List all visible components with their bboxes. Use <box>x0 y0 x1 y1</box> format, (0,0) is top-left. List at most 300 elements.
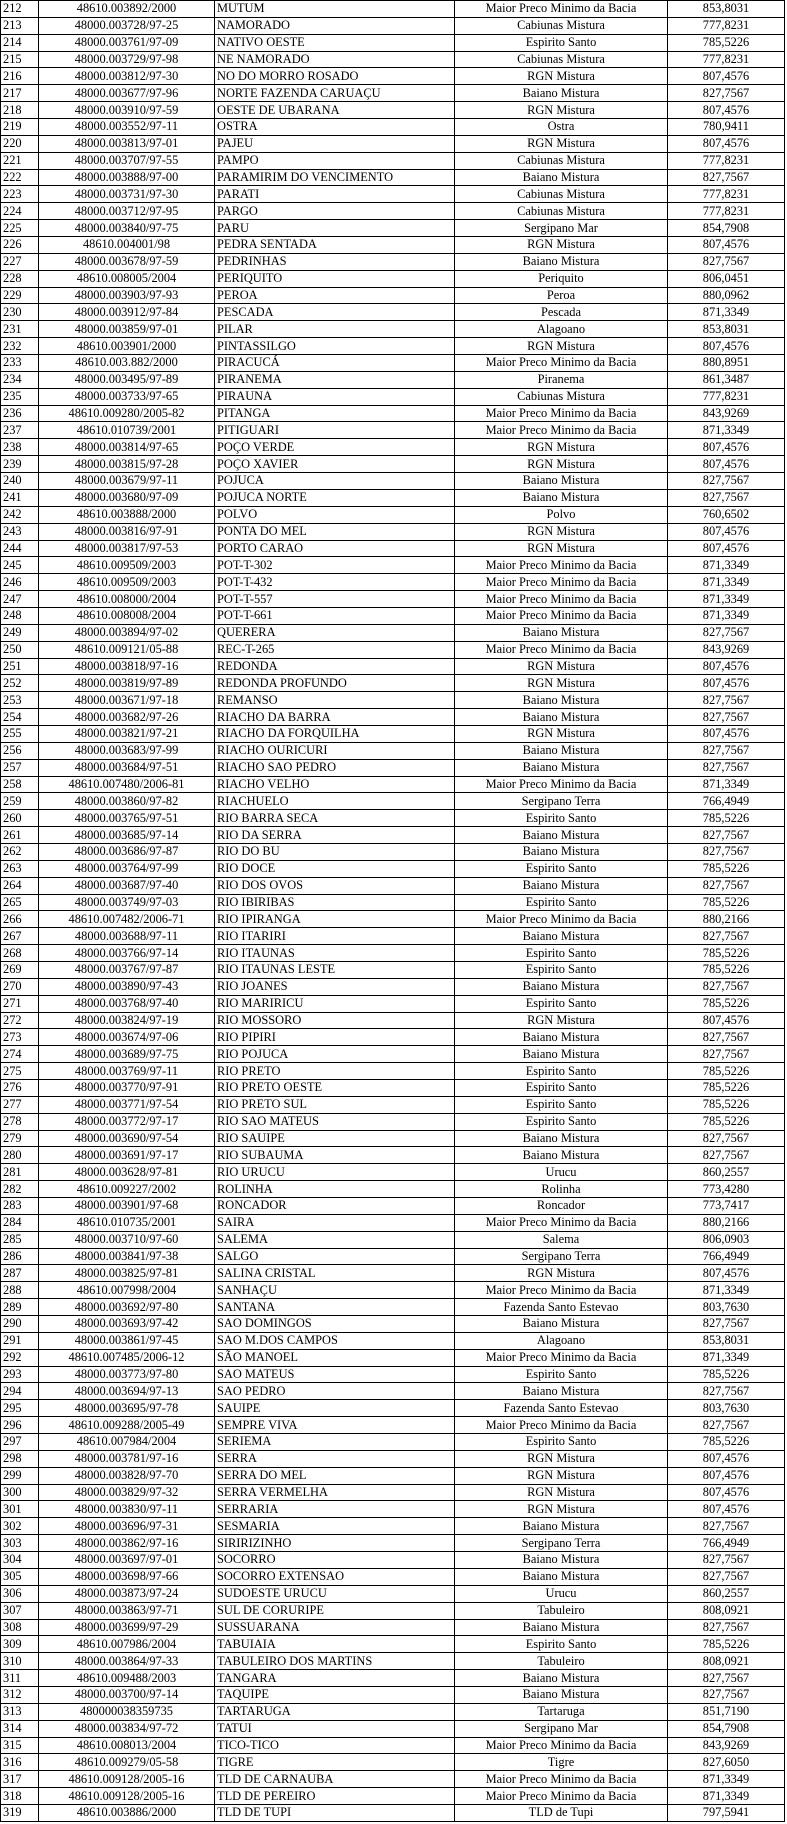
process-number-cell: 48610.008005/2004 <box>39 270 215 287</box>
reference-oil-cell: Sergipano Mar <box>455 220 668 237</box>
process-number-cell: 48610.010735/2001 <box>39 1214 215 1231</box>
field-name-cell: RIO ITAUNAS <box>215 945 455 962</box>
process-number-cell: 48610.009509/2003 <box>39 557 215 574</box>
row-number-cell: 308 <box>1 1619 39 1636</box>
table-row <box>1 68 785 85</box>
price-cell: 807,4576 <box>668 439 785 456</box>
table-row <box>1 422 785 439</box>
row-number-cell: 237 <box>1 422 39 439</box>
process-number-cell: 48000.003728/97-25 <box>39 17 215 34</box>
table-row <box>1 405 785 422</box>
price-cell: 807,4576 <box>668 237 785 254</box>
row-number-cell: 283 <box>1 1198 39 1215</box>
price-cell: 853,8031 <box>668 1 785 18</box>
reference-oil-cell: Maior Preco Minimo da Bacia <box>455 422 668 439</box>
row-number-cell: 318 <box>1 1788 39 1805</box>
price-cell: 785,5226 <box>668 995 785 1012</box>
price-cell: 766,4949 <box>668 793 785 810</box>
process-number-cell: 48000.003684/97-51 <box>39 759 215 776</box>
row-number-cell: 289 <box>1 1299 39 1316</box>
reference-oil-cell: RGN Mistura <box>455 1484 668 1501</box>
field-name-cell: PAJEU <box>215 135 455 152</box>
field-name-cell: RIO URUCU <box>215 1164 455 1181</box>
table-row <box>1 1518 785 1535</box>
field-name-cell: TANGARA <box>215 1670 455 1687</box>
field-name-cell: RIO SAO MATEUS <box>215 1113 455 1130</box>
table-row <box>1 338 785 355</box>
price-cell: 777,8231 <box>668 152 785 169</box>
row-number-cell: 303 <box>1 1535 39 1552</box>
process-number-cell: 48000.003692/97-80 <box>39 1299 215 1316</box>
reference-oil-cell: Baiano Mistura <box>455 1147 668 1164</box>
row-number-cell: 277 <box>1 1096 39 1113</box>
table-row <box>1 1400 785 1417</box>
field-name-cell: SOCORRO EXTENSAO <box>215 1568 455 1585</box>
price-cell: 827,7567 <box>668 1029 785 1046</box>
process-number-cell: 48000.003712/97-95 <box>39 203 215 220</box>
table-row <box>1 456 785 473</box>
table-row <box>1 692 785 709</box>
reference-oil-cell: Maior Preco Minimo da Bacia <box>455 1788 668 1805</box>
row-number-cell: 213 <box>1 17 39 34</box>
table-row <box>1 186 785 203</box>
reference-oil-cell: Maior Preco Minimo da Bacia <box>455 1417 668 1434</box>
table-row <box>1 607 785 624</box>
row-number-cell: 235 <box>1 388 39 405</box>
price-cell: 827,7567 <box>668 1417 785 1434</box>
price-cell: 827,7567 <box>668 253 785 270</box>
table-row <box>1 355 785 372</box>
process-number-cell: 48000.003814/97-65 <box>39 439 215 456</box>
row-number-cell: 258 <box>1 776 39 793</box>
price-cell: 807,4576 <box>668 1467 785 1484</box>
reference-oil-cell: Cabiunas Mistura <box>455 388 668 405</box>
table-row <box>1 1383 785 1400</box>
field-name-cell: MUTUM <box>215 1 455 18</box>
process-number-cell: 48610.010739/2001 <box>39 422 215 439</box>
price-cell: 777,8231 <box>668 17 785 34</box>
reference-oil-cell: RGN Mistura <box>455 338 668 355</box>
process-number-cell: 48000.003888/97-00 <box>39 169 215 186</box>
field-name-cell: TLD DE CARNAUBA <box>215 1771 455 1788</box>
row-number-cell: 300 <box>1 1484 39 1501</box>
field-name-cell: SAIRA <box>215 1214 455 1231</box>
field-name-cell: PONTA DO MEL <box>215 523 455 540</box>
row-number-cell: 255 <box>1 725 39 742</box>
table-row <box>1 725 785 742</box>
table-row <box>1 1 785 18</box>
process-number-cell: 48000.003733/97-65 <box>39 388 215 405</box>
reference-oil-cell: RGN Mistura <box>455 658 668 675</box>
row-number-cell: 302 <box>1 1518 39 1535</box>
table-row <box>1 961 785 978</box>
table-row <box>1 304 785 321</box>
row-number-cell: 311 <box>1 1670 39 1687</box>
field-name-cell: POJUCA <box>215 473 455 490</box>
price-cell: 797,5941 <box>668 1804 785 1821</box>
row-number-cell: 276 <box>1 1080 39 1097</box>
table-row <box>1 1686 785 1703</box>
field-name-cell: TABULEIRO DOS MARTINS <box>215 1653 455 1670</box>
row-number-cell: 252 <box>1 675 39 692</box>
field-name-cell: TIGRE <box>215 1754 455 1771</box>
field-name-cell: POÇO XAVIER <box>215 456 455 473</box>
row-number-cell: 216 <box>1 68 39 85</box>
table-row <box>1 1804 785 1821</box>
process-number-cell: 48000.003821/97-21 <box>39 725 215 742</box>
row-number-cell: 273 <box>1 1029 39 1046</box>
process-number-cell: 48000.003677/97-96 <box>39 85 215 102</box>
row-number-cell: 230 <box>1 304 39 321</box>
row-number-cell: 307 <box>1 1602 39 1619</box>
row-number-cell: 279 <box>1 1130 39 1147</box>
price-cell: 777,8231 <box>668 51 785 68</box>
field-name-cell: RIACHO SAO PEDRO <box>215 759 455 776</box>
table-row <box>1 237 785 254</box>
reference-oil-cell: Espirito Santo <box>455 860 668 877</box>
price-cell: 766,4949 <box>668 1535 785 1552</box>
reference-oil-cell: Baiano Mistura <box>455 1518 668 1535</box>
table-row <box>1 624 785 641</box>
price-cell: 766,4949 <box>668 1248 785 1265</box>
table-row <box>1 1316 785 1333</box>
process-number-cell: 48000.003828/97-70 <box>39 1467 215 1484</box>
price-cell: 807,4576 <box>668 1484 785 1501</box>
field-name-cell: SANTANA <box>215 1299 455 1316</box>
reference-oil-cell: Sergipano Terra <box>455 1248 668 1265</box>
process-number-cell: 48000.003687/97-40 <box>39 877 215 894</box>
reference-oil-cell: RGN Mistura <box>455 540 668 557</box>
process-number-cell: 48000.003710/97-60 <box>39 1231 215 1248</box>
field-name-cell: SERRA VERMELHA <box>215 1484 455 1501</box>
reference-oil-cell: RGN Mistura <box>455 456 668 473</box>
table-row <box>1 1164 785 1181</box>
reference-oil-cell: Baiano Mistura <box>455 1383 668 1400</box>
table-row <box>1 1282 785 1299</box>
table-row <box>1 1080 785 1097</box>
reference-oil-cell: Espirito Santo <box>455 810 668 827</box>
process-number-cell: 48000.003686/97-87 <box>39 843 215 860</box>
process-number-cell: 48000.003863/97-71 <box>39 1602 215 1619</box>
process-number-cell: 48610.007986/2004 <box>39 1636 215 1653</box>
row-number-cell: 239 <box>1 456 39 473</box>
reference-oil-cell: Periquito <box>455 270 668 287</box>
price-cell: 827,7567 <box>668 1147 785 1164</box>
table-row <box>1 759 785 776</box>
row-number-cell: 217 <box>1 85 39 102</box>
reference-oil-cell: Espirito Santo <box>455 961 668 978</box>
table-row <box>1 1046 785 1063</box>
table-row <box>1 473 785 490</box>
process-number-cell: 48610.009128/2005-16 <box>39 1771 215 1788</box>
row-number-cell: 316 <box>1 1754 39 1771</box>
process-number-cell: 48000.003813/97-01 <box>39 135 215 152</box>
row-number-cell: 241 <box>1 489 39 506</box>
reference-oil-cell: Espirito Santo <box>455 945 668 962</box>
table-row <box>1 169 785 186</box>
reference-oil-cell: Cabiunas Mistura <box>455 152 668 169</box>
process-number-cell: 48000.003864/97-33 <box>39 1653 215 1670</box>
field-name-cell: PARU <box>215 220 455 237</box>
process-number-cell: 48000.003890/97-43 <box>39 978 215 995</box>
reference-oil-cell: RGN Mistura <box>455 523 668 540</box>
reference-oil-cell: Peroa <box>455 287 668 304</box>
price-cell: 785,5226 <box>668 894 785 911</box>
table-row <box>1 135 785 152</box>
process-number-cell: 48000.003819/97-89 <box>39 675 215 692</box>
price-cell: 827,7567 <box>668 978 785 995</box>
process-number-cell: 48000.003768/97-40 <box>39 995 215 1012</box>
process-number-cell: 48610.003886/2000 <box>39 1804 215 1821</box>
process-number-cell: 48610.007984/2004 <box>39 1434 215 1451</box>
table-row <box>1 574 785 591</box>
reference-oil-cell: Baiano Mistura <box>455 928 668 945</box>
process-number-cell: 48000.003697/97-01 <box>39 1552 215 1569</box>
reference-oil-cell: Baiano Mistura <box>455 1316 668 1333</box>
process-number-cell: 48610.004001/98 <box>39 237 215 254</box>
price-cell: 807,4576 <box>668 675 785 692</box>
reference-oil-cell: RGN Mistura <box>455 237 668 254</box>
table-row <box>1 557 785 574</box>
field-name-cell: SESMARIA <box>215 1518 455 1535</box>
reference-oil-cell: Baiano Mistura <box>455 827 668 844</box>
table-row <box>1 102 785 119</box>
row-number-cell: 272 <box>1 1012 39 1029</box>
process-number-cell: 48000.003840/97-75 <box>39 220 215 237</box>
price-cell: 773,7417 <box>668 1198 785 1215</box>
row-number-cell: 232 <box>1 338 39 355</box>
process-number-cell: 48000.003680/97-09 <box>39 489 215 506</box>
process-number-cell: 48000.003731/97-30 <box>39 186 215 203</box>
price-cell: 777,8231 <box>668 203 785 220</box>
price-cell: 871,3349 <box>668 591 785 608</box>
reference-oil-cell: Baiano Mistura <box>455 759 668 776</box>
row-number-cell: 218 <box>1 102 39 119</box>
reference-oil-cell: RGN Mistura <box>455 135 668 152</box>
table-row <box>1 658 785 675</box>
row-number-cell: 275 <box>1 1063 39 1080</box>
field-name-cell: REDONDA <box>215 658 455 675</box>
process-number-cell: 48000.003812/97-30 <box>39 68 215 85</box>
price-cell: 861,3487 <box>668 371 785 388</box>
process-number-cell: 48000.003912/97-84 <box>39 304 215 321</box>
process-number-cell: 48000.003678/97-59 <box>39 253 215 270</box>
field-name-cell: SERIEMA <box>215 1434 455 1451</box>
table-row <box>1 793 785 810</box>
row-number-cell: 299 <box>1 1467 39 1484</box>
table-row <box>1 321 785 338</box>
table-row <box>1 1484 785 1501</box>
reference-oil-cell: Tabuleiro <box>455 1602 668 1619</box>
row-number-cell: 220 <box>1 135 39 152</box>
row-number-cell: 310 <box>1 1653 39 1670</box>
price-cell: 880,0962 <box>668 287 785 304</box>
table-row <box>1 1063 785 1080</box>
field-name-cell: PEDRINHAS <box>215 253 455 270</box>
field-name-cell: RIO PRETO OESTE <box>215 1080 455 1097</box>
price-cell: 785,5226 <box>668 1096 785 1113</box>
row-number-cell: 265 <box>1 894 39 911</box>
field-name-cell: SUL DE CORURIPE <box>215 1602 455 1619</box>
table-row <box>1 1602 785 1619</box>
process-number-cell: 48610.008008/2004 <box>39 607 215 624</box>
reference-oil-cell: Sergipano Mar <box>455 1720 668 1737</box>
process-number-cell: 48000.003815/97-28 <box>39 456 215 473</box>
field-name-cell: SALINA CRISTAL <box>215 1265 455 1282</box>
row-number-cell: 294 <box>1 1383 39 1400</box>
row-number-cell: 253 <box>1 692 39 709</box>
process-number-cell: 480000038359735 <box>39 1703 215 1720</box>
reference-oil-cell: RGN Mistura <box>455 1012 668 1029</box>
row-number-cell: 256 <box>1 742 39 759</box>
table-row <box>1 843 785 860</box>
row-number-cell: 228 <box>1 270 39 287</box>
process-number-cell: 48000.003707/97-55 <box>39 152 215 169</box>
table-row <box>1 995 785 1012</box>
field-name-cell: RIO DA SERRA <box>215 827 455 844</box>
reference-oil-cell: RGN Mistura <box>455 725 668 742</box>
table-row <box>1 1434 785 1451</box>
price-cell: 806,0903 <box>668 1231 785 1248</box>
row-number-cell: 317 <box>1 1771 39 1788</box>
table-row <box>1 287 785 304</box>
row-number-cell: 264 <box>1 877 39 894</box>
table-row <box>1 1754 785 1771</box>
table-row <box>1 1636 785 1653</box>
process-number-cell: 48000.003773/97-80 <box>39 1366 215 1383</box>
table-row <box>1 119 785 136</box>
process-number-cell: 48000.003859/97-01 <box>39 321 215 338</box>
process-number-cell: 48000.003903/97-93 <box>39 287 215 304</box>
field-name-cell: SAO MATEUS <box>215 1366 455 1383</box>
table-row <box>1 85 785 102</box>
process-number-cell: 48000.003688/97-11 <box>39 928 215 945</box>
price-cell: 807,4576 <box>668 1012 785 1029</box>
field-name-cell: TLD DE PEREIRO <box>215 1788 455 1805</box>
table-row <box>1 489 785 506</box>
process-number-cell: 48000.003682/97-26 <box>39 709 215 726</box>
process-number-cell: 48000.003830/97-11 <box>39 1501 215 1518</box>
table-row <box>1 945 785 962</box>
price-cell: 860,2557 <box>668 1585 785 1602</box>
field-name-cell: RONCADOR <box>215 1198 455 1215</box>
reference-oil-cell: Maior Preco Minimo da Bacia <box>455 911 668 928</box>
process-number-cell: 48000.003772/97-17 <box>39 1113 215 1130</box>
field-name-cell: NE NAMORADO <box>215 51 455 68</box>
row-number-cell: 314 <box>1 1720 39 1737</box>
reference-oil-cell: RGN Mistura <box>455 68 668 85</box>
field-name-cell: RIO IPIRANGA <box>215 911 455 928</box>
price-cell: 807,4576 <box>668 102 785 119</box>
price-cell: 880,2166 <box>668 911 785 928</box>
row-number-cell: 234 <box>1 371 39 388</box>
process-number-cell: 48000.003834/97-72 <box>39 1720 215 1737</box>
reference-oil-cell: Baiano Mistura <box>455 843 668 860</box>
field-name-cell: SEMPRE VIVA <box>215 1417 455 1434</box>
reference-oil-cell: Espirito Santo <box>455 1080 668 1097</box>
row-number-cell: 227 <box>1 253 39 270</box>
reference-oil-cell: Baiano Mistura <box>455 978 668 995</box>
table-row <box>1 1417 785 1434</box>
row-number-cell: 285 <box>1 1231 39 1248</box>
row-number-cell: 319 <box>1 1804 39 1821</box>
price-cell: 854,7908 <box>668 220 785 237</box>
price-cell: 785,5226 <box>668 1113 785 1130</box>
process-number-cell: 48000.003765/97-51 <box>39 810 215 827</box>
reference-oil-cell: Baiano Mistura <box>455 709 668 726</box>
field-name-cell: RIO IBIRIBAS <box>215 894 455 911</box>
reference-oil-cell: Alagoano <box>455 1332 668 1349</box>
price-cell: 827,7567 <box>668 1619 785 1636</box>
field-name-cell: SUDOESTE URUCU <box>215 1585 455 1602</box>
field-name-cell: POT-T-432 <box>215 574 455 591</box>
reference-oil-cell: Espirito Santo <box>455 1366 668 1383</box>
reference-oil-cell: Espirito Santo <box>455 1063 668 1080</box>
reference-oil-cell: Ostra <box>455 119 668 136</box>
field-name-cell: RIO MARIRICU <box>215 995 455 1012</box>
process-number-cell: 48000.003691/97-17 <box>39 1147 215 1164</box>
table-row <box>1 776 785 793</box>
table-row <box>1 1299 785 1316</box>
price-cell: 807,4576 <box>668 658 785 675</box>
process-number-cell: 48000.003781/97-16 <box>39 1450 215 1467</box>
field-name-cell: RIACHUELO <box>215 793 455 810</box>
field-name-cell: RIACHO OURICURI <box>215 742 455 759</box>
process-number-cell: 48000.003749/97-03 <box>39 894 215 911</box>
table-row <box>1 1771 785 1788</box>
process-number-cell: 48610.007485/2006-12 <box>39 1349 215 1366</box>
reference-oil-cell: Urucu <box>455 1164 668 1181</box>
process-number-cell: 48000.003841/97-38 <box>39 1248 215 1265</box>
process-number-cell: 48000.003679/97-11 <box>39 473 215 490</box>
table-row <box>1 34 785 51</box>
reference-oil-cell: TLD de Tupi <box>455 1804 668 1821</box>
field-name-cell: RIO BARRA SECA <box>215 810 455 827</box>
table-row <box>1 1332 785 1349</box>
reference-oil-cell: Baiano Mistura <box>455 742 668 759</box>
field-name-cell: OSTRA <box>215 119 455 136</box>
reference-oil-cell: Cabiunas Mistura <box>455 186 668 203</box>
table-row <box>1 894 785 911</box>
price-cell: 851,7190 <box>668 1703 785 1720</box>
price-cell: 871,3349 <box>668 557 785 574</box>
process-number-cell: 48000.003695/97-78 <box>39 1400 215 1417</box>
table-row <box>1 1147 785 1164</box>
price-cell: 760,6502 <box>668 506 785 523</box>
reference-oil-cell: Cabiunas Mistura <box>455 203 668 220</box>
reference-oil-cell: Baiano Mistura <box>455 692 668 709</box>
price-cell: 871,3349 <box>668 1771 785 1788</box>
reference-oil-cell: Piranema <box>455 371 668 388</box>
reference-oil-cell: Maior Preco Minimo da Bacia <box>455 355 668 372</box>
field-name-cell: PIRAUNA <box>215 388 455 405</box>
table-row <box>1 742 785 759</box>
row-number-cell: 297 <box>1 1434 39 1451</box>
field-name-cell: REMANSO <box>215 692 455 709</box>
table-row <box>1 591 785 608</box>
process-number-cell: 48000.003910/97-59 <box>39 102 215 119</box>
field-name-cell: PARGO <box>215 203 455 220</box>
reference-oil-cell: Espirito Santo <box>455 894 668 911</box>
reference-oil-cell: RGN Mistura <box>455 102 668 119</box>
price-cell: 785,5226 <box>668 810 785 827</box>
field-name-cell: PITANGA <box>215 405 455 422</box>
field-name-cell: RIO DO BU <box>215 843 455 860</box>
price-cell: 808,0921 <box>668 1653 785 1670</box>
price-cell: 843,9269 <box>668 405 785 422</box>
table-row <box>1 540 785 557</box>
price-cell: 827,7567 <box>668 827 785 844</box>
